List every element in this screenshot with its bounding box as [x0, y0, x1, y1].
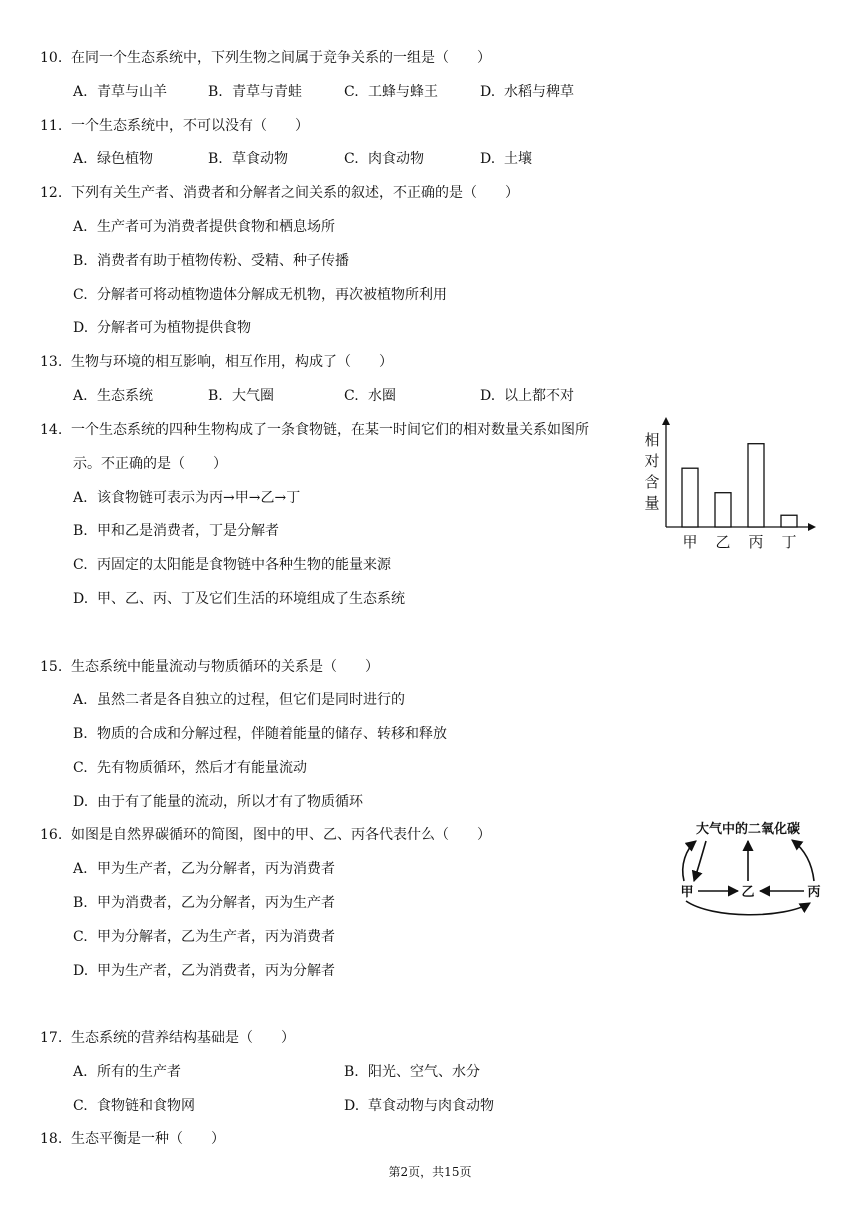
option-c: C. 分解者可将动植物遗体分解成无机物，再次被植物所利用 — [73, 287, 447, 303]
option-d: D. 分解者可为植物提供食物 — [73, 320, 251, 336]
node-yi: 乙 — [741, 885, 755, 900]
x-tick-label: 丙 — [748, 533, 764, 551]
question-17: 17. 生态系统的营养结构基础是（ ） — [40, 1030, 295, 1046]
atmosphere-co2-label: 大气中的二氧化碳 — [695, 822, 801, 837]
question-18: 18. 生态平衡是一种（ ） — [40, 1131, 225, 1147]
option-a: A. 甲为生产者，乙为分解者，丙为消费者 — [73, 861, 335, 877]
bar-3 — [781, 515, 797, 527]
option-d: D. 由于有了能量的流动，所以才有了物质循环 — [73, 794, 363, 810]
option-d: D. 甲为生产者，乙为消费者，丙为分解者 — [73, 963, 335, 979]
option-d: D. 水稻与稗草 — [480, 84, 574, 100]
y-axis-arrow — [662, 417, 670, 425]
option-d: D. 土壤 — [480, 151, 532, 167]
question-15: 15. 生态系统中能量流动与物质循环的关系是（ ） — [40, 659, 379, 675]
option-b: B. 青草与青蛙 — [208, 84, 302, 100]
page-footer: 第2页，共15页 — [388, 1165, 472, 1179]
chart-y-axis-label — [644, 431, 659, 512]
bar-2 — [748, 444, 764, 527]
x-tick-label: 丁 — [781, 533, 797, 551]
question-stem: 一个生态系统的四种生物构成了一条食物链，在某一时间它们的相对数量关系如图所 — [71, 422, 589, 438]
node-bing: 丙 — [807, 885, 821, 900]
question-11: 11. 一个生态系统中，不可以没有（ ） — [40, 118, 309, 134]
option-a: A. 青草与山羊 — [73, 84, 167, 100]
option-b: B. 消费者有助于植物传粉、受精、种子传播 — [73, 253, 349, 269]
question-stem: 在同一个生态系统中，下列生物之间属于竞争关系的一组是（ ） — [71, 50, 491, 66]
x-tick-label: 乙 — [715, 533, 731, 551]
option-c: C. 先有物质循环，然后才有能量流动 — [73, 760, 307, 776]
option-c: C. 工蜂与蜂王 — [344, 84, 438, 100]
y-label-char: 量 — [644, 494, 660, 512]
option-b: B. 甲为消费者，乙为分解者，丙为生产者 — [73, 895, 335, 911]
question-13: 13. 生物与环境的相互影响，相互作用，构成了（ ） — [40, 354, 393, 370]
option-d: D. 甲、乙、丙、丁及它们生活的环境组成了生态系统 — [73, 591, 405, 607]
option-d: D. 以上都不对 — [480, 388, 574, 404]
question-stem-cont: 示。不正确的是（ ） — [73, 456, 227, 472]
arrow-air-to-jia — [694, 841, 706, 881]
node-jia: 甲 — [680, 885, 694, 900]
option-c: C. 丙固定的太阳能是食物链中各种生物的能量来源 — [73, 557, 391, 573]
option-c: C. 肉食动物 — [344, 151, 424, 167]
y-label-char: 对 — [644, 452, 660, 470]
relative-amount-bar-chart — [640, 415, 820, 555]
arrow-jia-to-bing — [686, 901, 810, 915]
arrow-bing-to-air — [792, 840, 814, 881]
question-stem: 生物与环境的相互影响，相互作用，构成了（ ） — [71, 354, 393, 370]
question-stem: 下列有关生产者、消费者和分解者之间关系的叙述，不正确的是（ ） — [71, 185, 519, 201]
option-d: D. 草食动物与肉食动物 — [344, 1098, 494, 1114]
option-a: A. 虽然二者是各自独立的过程，但它们是同时进行的 — [73, 692, 405, 708]
question-stem: 生态平衡是一种（ ） — [71, 1131, 225, 1147]
carbon-cycle-diagram — [672, 815, 830, 920]
question-16: 16. 如图是自然界碳循环的简图，图中的甲、乙、丙各代表什么（ ） — [40, 827, 491, 843]
option-b: B. 大气圈 — [208, 388, 274, 404]
question-stem: 生态系统的营养结构基础是（ ） — [71, 1030, 295, 1046]
question-stem: 生态系统中能量流动与物质循环的关系是（ ） — [71, 659, 379, 675]
question-10: 10. 在同一个生态系统中，下列生物之间属于竞争关系的一组是（ ） — [40, 50, 491, 66]
y-label-char: 相 — [644, 431, 660, 449]
option-a: A. 该食物链可表示为丙→甲→乙→丁 — [73, 490, 301, 506]
option-b: B. 物质的合成和分解过程，伴随着能量的储存、转移和释放 — [73, 726, 447, 742]
option-c: C. 甲为分解者，乙为生产者，丙为消费者 — [73, 929, 335, 945]
question-12: 12. 下列有关生产者、消费者和分解者之间关系的叙述，不正确的是（ ） — [40, 185, 519, 201]
option-b: B. 阳光、空气、水分 — [344, 1064, 480, 1080]
x-axis-arrow — [808, 523, 816, 531]
option-a: A. 生产者可为消费者提供食物和栖息场所 — [73, 219, 335, 235]
option-a: A. 绿色植物 — [73, 151, 153, 167]
option-c: C. 食物链和食物网 — [73, 1098, 195, 1114]
question-stem: 如图是自然界碳循环的简图，图中的甲、乙、丙各代表什么（ ） — [71, 827, 491, 843]
bar-1 — [715, 493, 731, 527]
x-tick-label: 甲 — [682, 533, 698, 551]
bar-0 — [682, 468, 698, 527]
arrow-jia-to-air — [683, 841, 696, 881]
question-stem: 一个生态系统中，不可以没有（ ） — [71, 118, 309, 134]
option-a: A. 所有的生产者 — [73, 1064, 181, 1080]
question-14: 14. 一个生态系统的四种生物构成了一条食物链，在某一时间它们的相对数量关系如图所 — [40, 422, 589, 438]
option-a: A. 生态系统 — [73, 388, 153, 404]
option-b: B. 草食动物 — [208, 151, 288, 167]
option-c: C. 水圈 — [344, 388, 396, 404]
option-b: B. 甲和乙是消费者，丁是分解者 — [73, 523, 279, 539]
y-label-char: 含 — [644, 473, 660, 491]
